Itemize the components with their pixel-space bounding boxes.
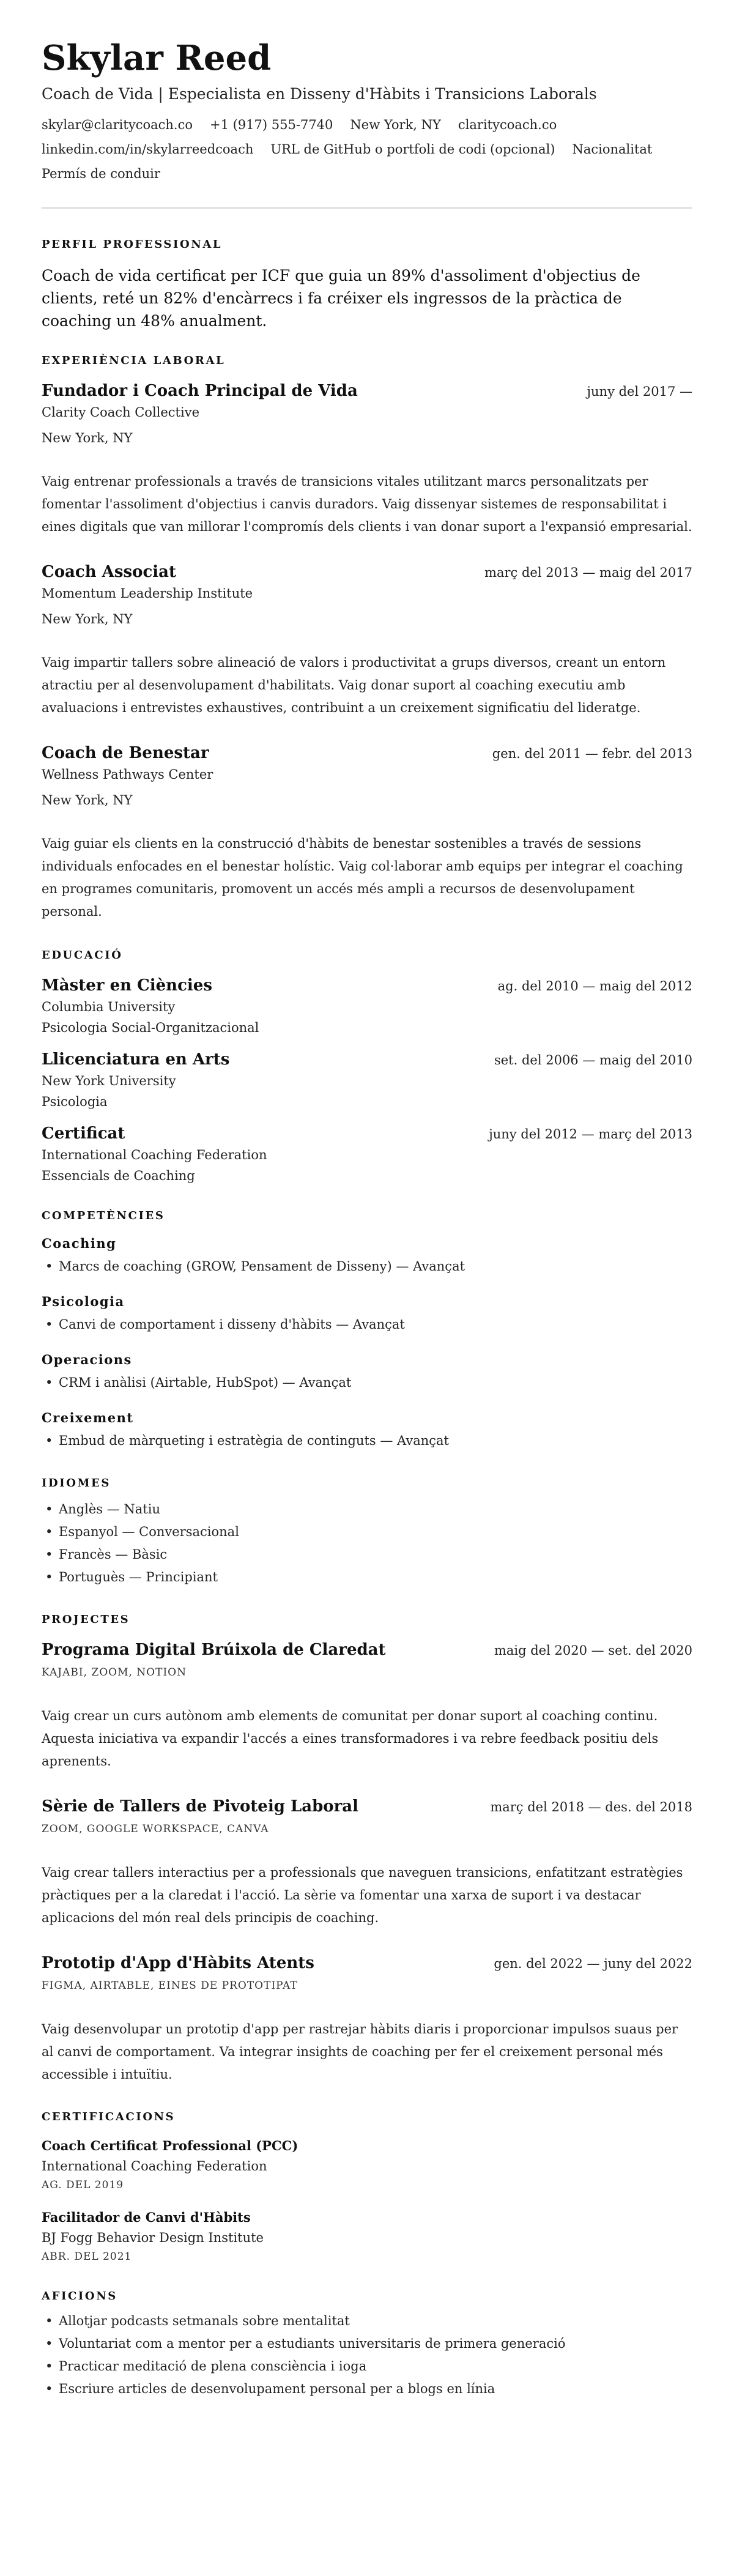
language-item: • Portuguès — Principiant [42,1566,692,1589]
project-tech: KAJABI, ZOOM, NOTION [42,1666,187,1679]
job-date: març del 2013 — maig del 2017 [484,565,692,580]
degree-title: Màster en Ciències [42,976,212,995]
section-title: PERFIL PROFESSIONAL [42,238,223,251]
project-name: Sèrie de Tallers de Pivoteig Laboral [42,1797,359,1816]
project-date: març del 2018 — des. del 2018 [490,1800,692,1814]
degree-title: Certificat [42,1124,125,1143]
education-date: set. del 2006 — maig del 2010 [494,1053,692,1067]
education-date: juny del 2012 — març del 2013 [489,1127,692,1141]
study-field: Psicologia Social-Organitzacional [42,1020,259,1035]
summary-text: Coach de vida certificat per ICF que guia un 89% d'assoliment d'objectius de clients, reté un 82% d'encàrrecs i fa créixer els ingressos de la pràctica de coaching un 48% anualment. [42,267,640,330]
job-title: Coach Associat [42,563,177,581]
job-description: Vaig impartir tallers sobre alineació de valors i productivitat a grups diversos, creant un entorn atractiu per al desenvolupament d'habilitats. Vaig donar suport al coaching executiu amb avaluacions i entrevistes exhaustives, contribuint a un creixement significatiu del lideratge. [42,655,666,715]
summary-section [42,238,692,332]
section-title: EDUCACIÓ [42,949,123,962]
job-location: New York, NY [42,793,133,807]
skill-group [42,1233,692,1278]
skill-item: • Embud de màrqueting i estratègia de continguts — Avançat [42,1430,692,1452]
contact-location: New York, NY [350,117,441,132]
job-company: Clarity Coach Collective [42,405,200,420]
skill-category: Coaching [42,1236,117,1251]
contact-linkedin[interactable]: linkedin.com/in/skylarreedcoach [42,142,254,157]
section-title: IDIOMES [42,1477,111,1490]
contact-website[interactable]: claritycoach.co [458,117,557,132]
contact-email[interactable]: skylar@claritycoach.co [42,117,193,132]
certification-date: ABR. DEL 2021 [42,2251,132,2263]
candidate-headline: Coach de Vida | Especialista en Disseny d'Hàbits i Transicions Laborals [42,85,597,103]
skill-category: Creixement [42,1410,134,1425]
project-name: Programa Digital Brúixola de Claredat [42,1641,386,1659]
skill-item: • Canvi de comportament i disseny d'hàbits — Avançat [42,1313,692,1336]
school-name: New York University [42,1074,176,1088]
project-tech: ZOOM, GOOGLE WORKSPACE, CANVA [42,1823,269,1835]
education-entry [42,1123,692,1186]
contact-nationality: Nacionalitat [572,142,653,157]
hobby-item: • Escriure articles de desenvolupament personal per a blogs en línia [42,2378,692,2400]
job-location: New York, NY [42,431,133,445]
section-title: AFICIONS [42,2290,117,2303]
project-description: Vaig crear un curs autònom amb elements de comunitat per donar suport al coaching continu. Aquesta iniciativa va expandir l'accés a eines transformadores i va rebre feedback positiu dels aprenents. [42,1709,659,1769]
language-item: • Espanyol — Conversacional [42,1521,692,1543]
language-item: • Francès — Bàsic [42,1543,692,1566]
project-date: gen. del 2022 — juny del 2022 [494,1956,692,1971]
section-title: PROJECTES [42,1613,130,1626]
header-divider [42,207,692,209]
job-date: gen. del 2011 — febr. del 2013 [492,746,692,761]
section-title: COMPETÈNCIES [42,1209,165,1222]
certification-entry [42,2207,692,2265]
education-entry [42,1049,692,1112]
job-title: Fundador i Coach Principal de Vida [42,382,358,400]
section-title: EXPERIÈNCIA LABORAL [42,354,226,367]
study-field: Psicologia [42,1094,108,1109]
hobby-item: • Practicar meditació de plena consciència i ioga [42,2355,692,2378]
project-description: Vaig crear tallers interactius per a professionals que naveguen transicions, enfatitzant estratègies pràctiques per a la claredat i l'acció. La sèrie va fomentar una xarxa de suport i va destacar aplicacions del món real dels principis de coaching. [42,1865,683,1925]
experience-entry [42,743,692,923]
project-name: Prototip d'App d'Hàbits Atents [42,1954,314,1972]
languages-section [42,1477,692,1589]
certification-name: Facilitador de Canvi d'Hàbits [42,2210,251,2225]
school-name: International Coaching Federation [42,1148,267,1162]
certification-issuer: BJ Fogg Behavior Design Institute [42,2230,264,2245]
skill-group [42,1408,692,1452]
experience-section [42,354,692,923]
project-entry [42,1796,692,1929]
school-name: Columbia University [42,1000,176,1014]
education-entry [42,975,692,1038]
language-item: • Anglès — Natiu [42,1498,692,1521]
experience-entry [42,562,692,719]
hobby-item: • Voluntariat com a mentor per a estudiants universitaris de primera generació [42,2333,692,2355]
project-tech: FIGMA, AIRTABLE, EINES DE PROTOTIPAT [42,1980,298,1992]
certifications-section [42,2110,692,2265]
contact-license: Permís de conduir [42,166,160,181]
job-description: Vaig entrenar professionals a través de transicions vitales utilitzant marcs personalitzats per fomentar l'assoliment d'objectius i canvis duradors. Vaig dissenyar sistemes de responsabilitat i eines digitals que van millorar l'compromís dels clients i van donar suport a l'expansió empresarial. [42,474,692,534]
hobby-item: • Allotjar podcasts setmanals sobre mentalitat [42,2310,692,2333]
skill-category: Psicologia [42,1294,125,1309]
skill-group [42,1291,692,1336]
study-field: Essencials de Coaching [42,1168,195,1183]
section-title: CERTIFICACIONS [42,2110,176,2123]
skill-category: Operacions [42,1352,132,1367]
certification-entry [42,2136,692,2194]
projects-section [42,1613,692,2086]
skills-section [42,1209,692,1452]
contact-info [42,113,692,186]
project-date: maig del 2020 — set. del 2020 [494,1643,692,1658]
contact-phone[interactable]: +1 (917) 555-7740 [210,117,333,132]
degree-title: Llicenciatura en Arts [42,1050,230,1069]
skill-item: • Marcs de coaching (GROW, Pensament de Disseny) — Avançat [42,1255,692,1278]
job-company: Momentum Leadership Institute [42,586,253,601]
job-date: juny del 2017 — [587,384,692,399]
education-section [42,949,692,1186]
candidate-name: Skylar Reed [42,38,272,78]
skill-item: • CRM i anàlisi (Airtable, HubSpot) — Avançat [42,1372,692,1394]
job-company: Wellness Pathways Center [42,767,213,782]
job-description: Vaig guiar els clients en la construcció d'hàbits de benestar sostenibles a través de sessions individuals enfocades en el benestar holístic. Vaig col·laborar amb equips per integrar el coaching en programes comunitaris, promovent un accés més ampli a recursos de desenvolupament personal. [42,836,683,919]
certification-name: Coach Certificat Professional (PCC) [42,2138,298,2153]
job-title: Coach de Benestar [42,744,209,762]
project-entry [42,1953,692,2086]
certification-issuer: International Coaching Federation [42,2159,267,2173]
certification-date: AG. DEL 2019 [42,2179,124,2191]
project-description: Vaig desenvolupar un prototip d'app per rastrejar hàbits diaris i proporcionar impulsos suaus per al canvi de comportament. Va integrar insights de coaching per fer el creixement personal més accessible i intuïtiu. [42,2022,678,2082]
resume-header [42,38,692,186]
job-location: New York, NY [42,612,133,626]
contact-github[interactable]: URL de GitHub o portfoli de codi (opcional) [270,142,555,157]
experience-entry [42,380,692,538]
skill-group [42,1349,692,1394]
education-date: ag. del 2010 — maig del 2012 [497,979,692,993]
project-entry [42,1639,692,1773]
hobbies-section [42,2290,692,2400]
